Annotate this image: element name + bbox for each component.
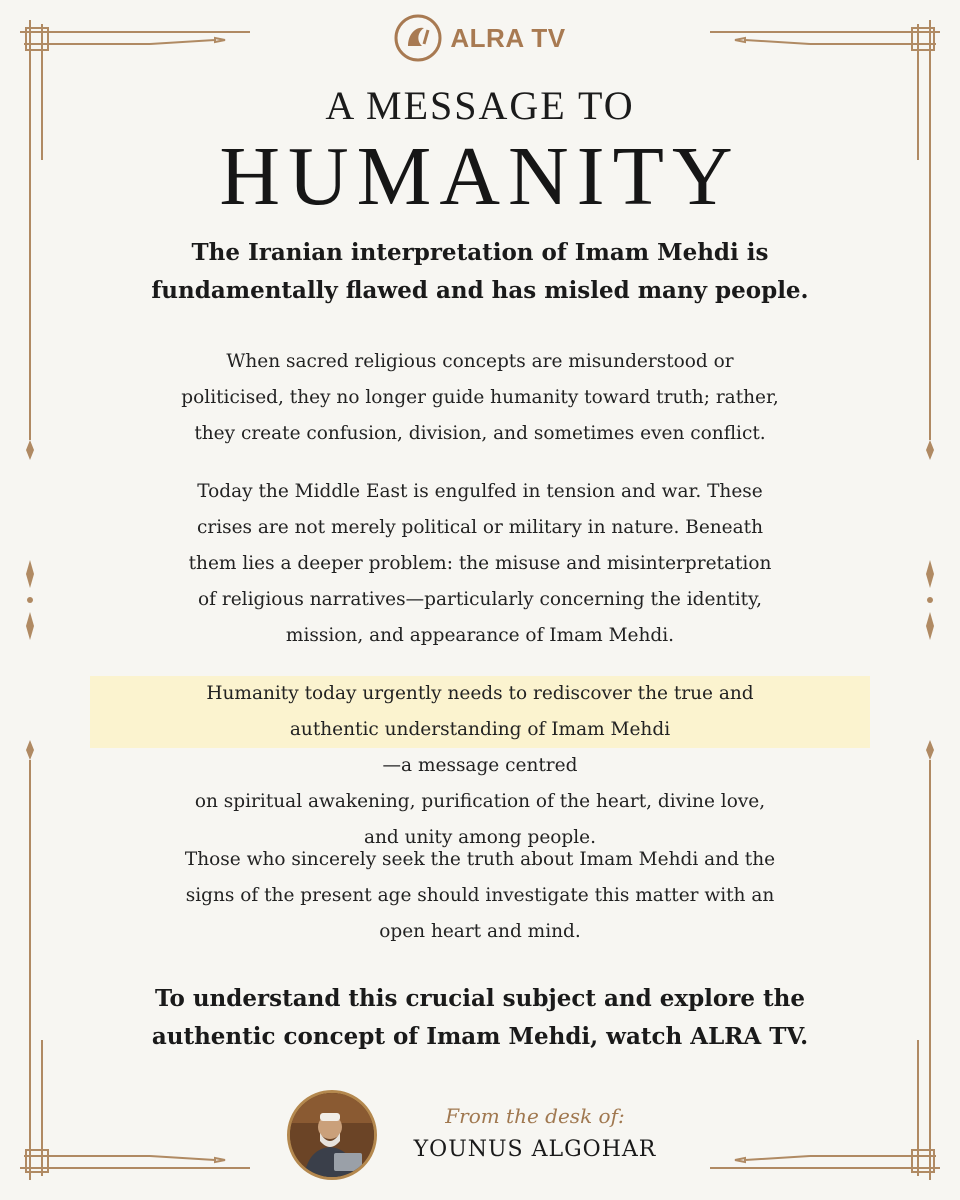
paragraph-line: Those who sincerely seek the truth about Imam Mehdi and the	[184, 849, 776, 870]
closing-line: To understand this crucial subject and explore the	[155, 985, 805, 1012]
paragraph-line: and unity among people.	[363, 827, 597, 848]
alra-logo-icon	[394, 14, 442, 62]
paragraph-line	[90, 676, 870, 712]
brand-name: ALRA TV	[450, 22, 566, 53]
paragraph-line: open heart and mind.	[379, 921, 581, 942]
title-line-1: A MESSAGE TO	[325, 83, 635, 128]
paragraph-1	[90, 344, 870, 452]
paragraph-line: Today the Middle East is engulfed in tension and war. These	[197, 481, 763, 502]
highlighted-text: Humanity today urgently needs to rediscover the true and	[90, 676, 870, 712]
brand-header	[0, 14, 960, 62]
paragraph-3	[90, 676, 870, 856]
lead-statement	[80, 234, 880, 310]
paragraph-2	[90, 474, 870, 654]
lead-line: The Iranian interpretation of Imam Mehdi is	[191, 239, 769, 266]
lead-line: fundamentally flawed and has misled many people.	[151, 277, 809, 304]
paragraph-line: politicised, they no longer guide humanity toward truth; rather,	[181, 387, 779, 408]
speaker-photo-art	[290, 1093, 374, 1177]
signature-name: YOUNUS ALGOHAR	[413, 1137, 657, 1162]
speaker-photo	[287, 1090, 377, 1180]
highlighted-text: authentic understanding of Imam Mehdi	[90, 712, 870, 748]
paragraph-line: them lies a deeper problem: the misuse and misinterpretation	[188, 553, 772, 574]
closing-statement	[80, 980, 880, 1056]
paragraph-line	[90, 712, 870, 784]
paragraph-line: mission, and appearance of Imam Mehdi.	[285, 625, 675, 646]
paragraph-line: When sacred religious concepts are misunderstood or	[226, 351, 734, 372]
paragraph-text: —a message centred	[382, 755, 578, 776]
signature-from: From the desk of:	[445, 1104, 625, 1128]
title-line-2: HUMANITY	[219, 130, 741, 223]
paragraph-line: on spiritual awakening, purification of the heart, divine love,	[194, 791, 766, 812]
paragraph-line: they create confusion, division, and sometimes even conflict.	[194, 423, 766, 444]
paragraph-line: signs of the present age should investigate this matter with an	[185, 885, 775, 906]
paragraph-line: crises are not merely political or military in nature. Beneath	[196, 517, 764, 538]
closing-line: authentic concept of Imam Mehdi, watch ALRA TV.	[151, 1023, 809, 1050]
paragraph-4	[90, 842, 870, 950]
paragraph-line: of religious narratives—particularly concerning the identity,	[198, 589, 762, 610]
